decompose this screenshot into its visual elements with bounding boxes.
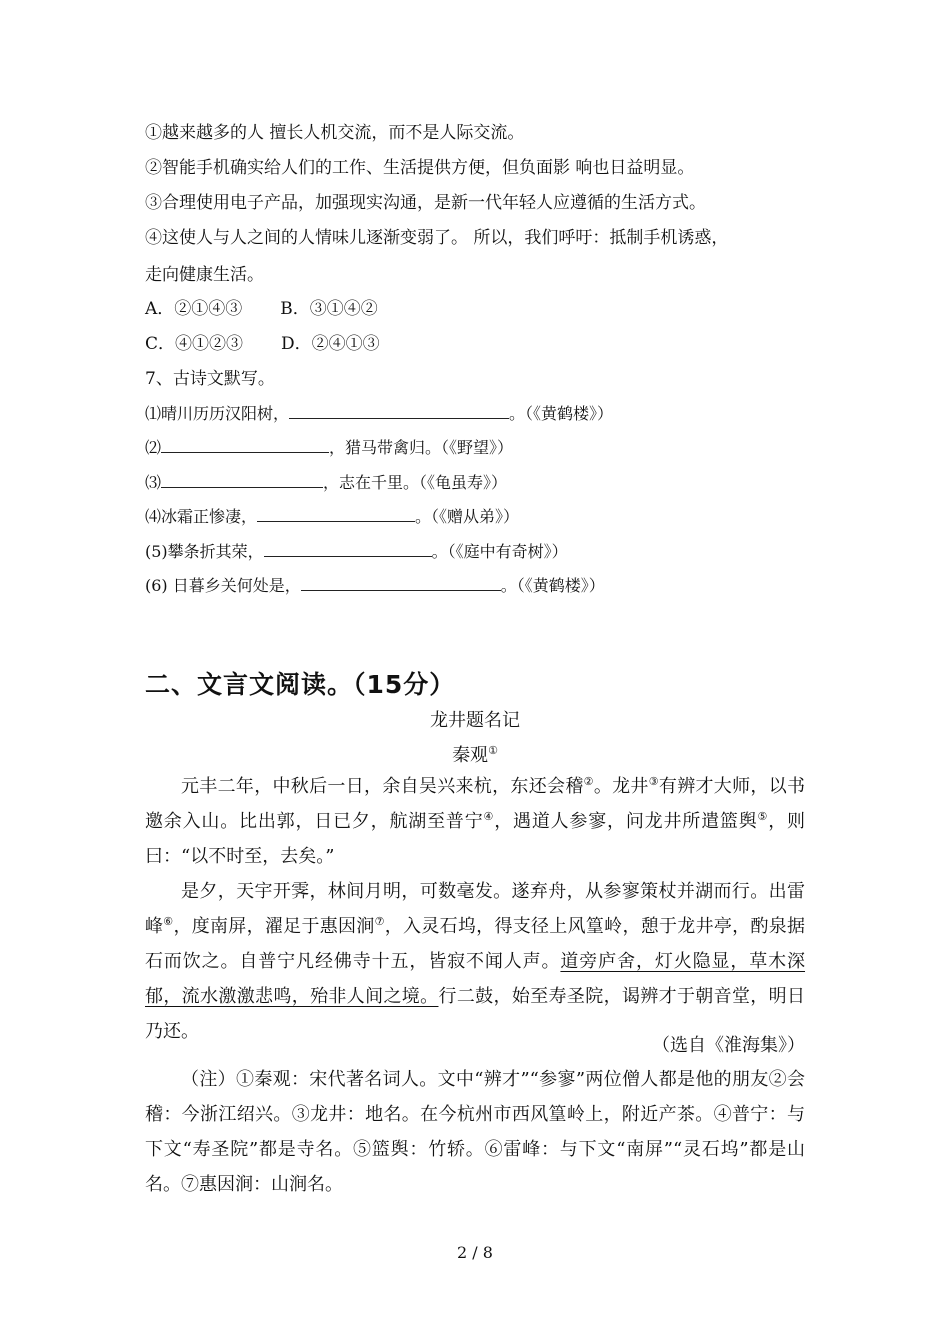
option-a: A．②①④③: [145, 299, 243, 319]
essay-title: 龙井题名记: [430, 710, 520, 731]
essay-author: 秦观①: [452, 744, 498, 766]
poem-line-1: ⑴晴川历历汉阳树， 。（《黄鹤楼》）: [145, 404, 614, 423]
poem-line-5: (5)攀条折其荣， 。（《庭中有奇树》）: [145, 542, 568, 561]
option-d: D．②④①③: [281, 334, 380, 354]
paragraph-2: 是夕，天宇开霁，林间月明，可数毫发。遂弃舟，从参寥策杖并湖而行。出雷峰⑥，度南屏，濯足于惠因涧⑦，入灵石坞，得支径上风篁岭，憩于龙井亭，酌泉据石而饮之。自普宁凡经佛寺十五，皆寂不闻人声。道旁庐舍，灯火隐显，草木深郁，流水激激悲鸣，殆非人间之境。行二鼓，始至寿圣院，谒辨才于朝音堂，明日乃还。: [145, 881, 806, 1042]
fill-blank[interactable]: [161, 471, 323, 488]
sentence-1: ①越来越多的人 擅长人机交流，而不是人际交流。: [145, 123, 525, 143]
option-c: C．④①②③: [145, 334, 244, 354]
sentence-4: ④这使人与人之间的人情味儿逐渐变弱了。 所以，我们呼吁：抵制手机诱惑，: [145, 228, 729, 248]
page-number: 2 / 8: [457, 1243, 493, 1262]
fill-blank[interactable]: [161, 436, 329, 453]
annotations: （注）①秦观：宋代著名词人。文中“辨才”“参寥”两位僧人都是他的朋友②会稽：今浙江绍兴。③龙井：地名。在今杭州市西风篁岭上，附近产茶。④普宁：与下文“寿圣院”都是寺名。⑤篮舆：竹轿。⑥雷峰：与下文“南屏”“灵石坞”都是山名。⑦惠因涧：山涧名。: [145, 1069, 805, 1195]
question-7-title: 7、古诗文默写。: [145, 369, 275, 389]
option-b: B．③①④②: [280, 299, 378, 319]
sentence-4-cont: 走向健康生活。: [145, 265, 264, 285]
paragraph-1: 元丰二年，中秋后一日，余自吴兴来杭，东还会稽②。龙井③有辨才大师，以书邀余入山。比出郭，日已夕，航湖至普宁④，遇道人参寥，问龙井所遣篮舆⑤，则曰：“以不时至，去矣。”: [145, 775, 806, 867]
poem-line-6: (6) 日暮乡关何处是， 。（《黄鹤楼》）: [145, 576, 605, 595]
fill-blank[interactable]: [264, 540, 432, 557]
poem-line-2: ⑵ ，猎马带禽归。（《野望》）: [145, 438, 514, 457]
options-row-2: [145, 333, 380, 355]
options-row-1: [145, 298, 378, 320]
source-citation: （选自《淮海集》）: [652, 1035, 805, 1056]
poem-line-4: ⑷冰霜正惨凄， 。（《赠从弟》）: [145, 507, 520, 526]
sentence-3: ③合理使用电子产品，加强现实沟通，是新一代年轻人应遵循的生活方式。: [145, 193, 706, 213]
fill-blank[interactable]: [289, 402, 509, 419]
sentence-2: ②智能手机确实给人们的工作、生活提供方便，但负面影 响也日益明显。: [145, 158, 695, 178]
fill-blank[interactable]: [301, 574, 501, 591]
fill-blank[interactable]: [257, 505, 415, 522]
poem-line-3: ⑶ ，志在千里。（《龟虽寿》）: [145, 473, 508, 492]
underlined-sentence: 道旁庐舍，灯火隐显，草木深郁，流水激激悲鸣，殆非人间之境。: [145, 951, 806, 1007]
section-heading: 二、文言文阅读。（15分）: [145, 670, 456, 699]
